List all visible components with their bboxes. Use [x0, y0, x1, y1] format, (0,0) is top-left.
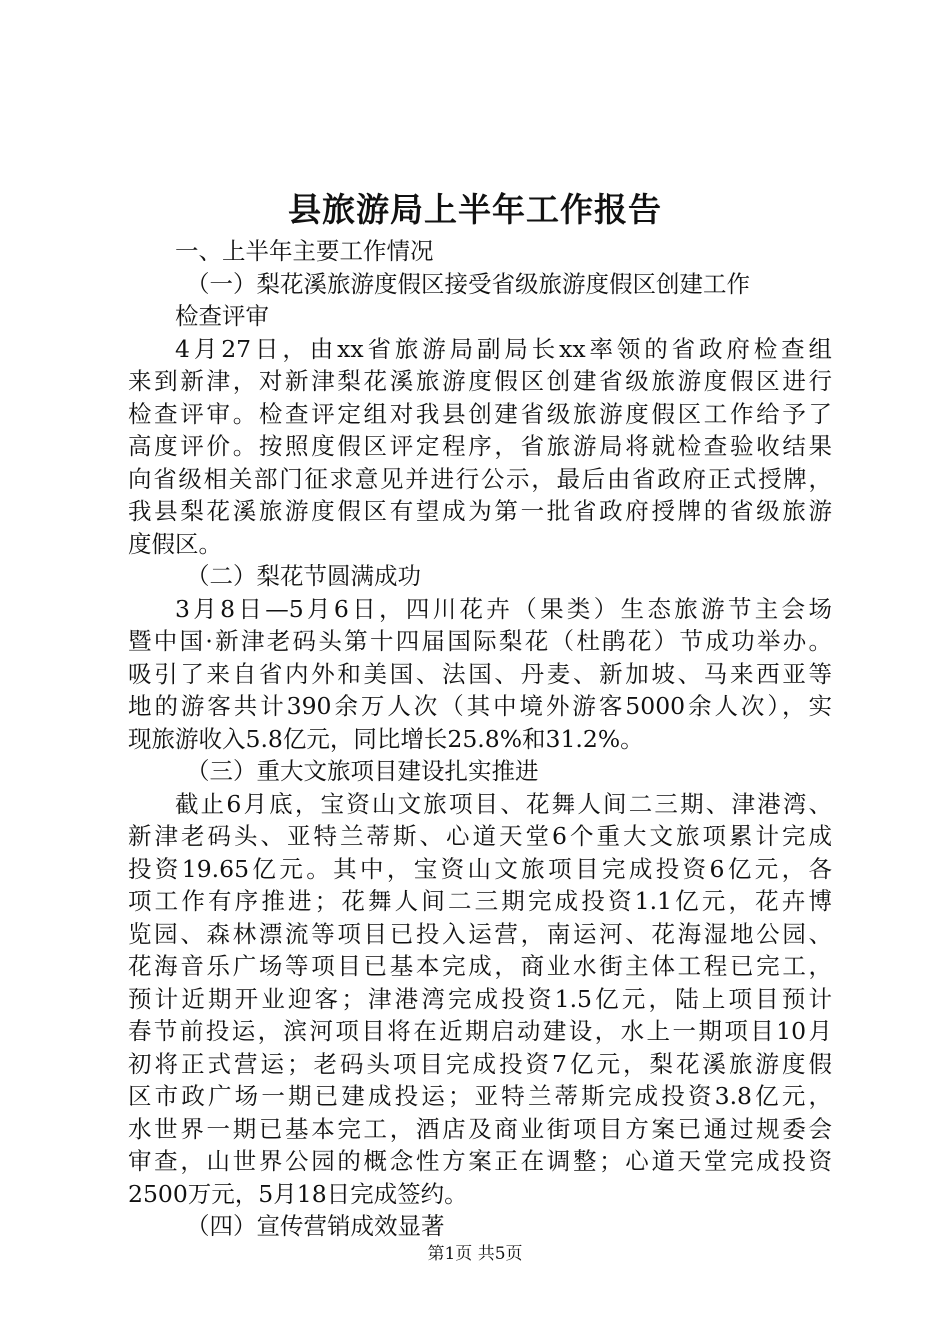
- text-line: 我县梨花溪旅游度假区有望成为第一批省政府授牌的省级旅游: [128, 497, 832, 525]
- text-line: 区市政广场一期已建成投运；亚特兰蒂斯完成投资3.8亿元，: [128, 1082, 832, 1110]
- text-line: 来到新津，对新津梨花溪旅游度假区创建省级旅游度假区进行: [128, 367, 832, 395]
- text-line: 检查评审: [175, 302, 269, 330]
- text-line: 览园、森林漂流等项目已投入运营，南运河、花海湿地公园、: [128, 919, 832, 948]
- text-line: 2500万元，5月18日完成签约。: [128, 1179, 468, 1208]
- text-line: 审查，山世界公园的概念性方案正在调整；心道天堂完成投资: [128, 1147, 832, 1175]
- text-line: 3月8日—5月6日，四川花卉（果类）生态旅游节主会场: [175, 594, 832, 623]
- text-line: 初将正式营运；老码头项目完成投资7亿元，梨花溪旅游度假: [128, 1049, 832, 1078]
- page-footer: 第1页 共5页: [427, 1244, 523, 1264]
- document-body: [128, 235, 832, 1243]
- text-line: 暨中国·新津老码头第十四届国际梨花（杜鹃花）节成功举办。: [128, 627, 832, 655]
- text-line: （一）梨花溪旅游度假区接受省级旅游度假区创建工作: [186, 269, 750, 298]
- text-line: 一、上半年主要工作情况: [175, 237, 434, 265]
- text-line: 4月27日，由xx省旅游局副局长xx率领的省政府检查组: [175, 334, 832, 363]
- text-line: 预计近期开业迎客；津港湾完成投资1.5亿元，陆上项目预计: [128, 984, 832, 1013]
- text-line: 地的游客共计390余万人次（其中境外游客5000余人次），实: [128, 692, 832, 720]
- text-line: 向省级相关部门征求意见并进行公示，最后由省政府正式授牌，: [128, 464, 832, 493]
- text-line: 投资19.65亿元。其中，宝资山文旅项目完成投资6亿元，各: [128, 854, 832, 883]
- text-line: 高度评价。按照度假区评定程序，省旅游局将就检查验收结果: [128, 432, 832, 460]
- text-line: 度假区。: [128, 529, 222, 558]
- document-title: 县旅游局上半年工作报告: [288, 190, 662, 229]
- text-line: 截止6月底，宝资山文旅项目、花舞人间二三期、津港湾、: [175, 789, 832, 818]
- text-line: （三）重大文旅项目建设扎实推进: [186, 757, 539, 785]
- text-line: 吸引了来自省内外和美国、法国、丹麦、新加坡、马来西亚等: [128, 659, 832, 688]
- text-line: 项工作有序推进；花舞人间二三期完成投资1.1亿元，花卉博: [128, 887, 832, 915]
- text-line: 花海音乐广场等项目已基本完成，商业水街主体工程已完工，: [128, 952, 832, 980]
- text-line: （二）梨花节圆满成功: [186, 562, 421, 590]
- text-line: （四）宣传营销成效显著: [186, 1212, 445, 1240]
- text-line: 新津老码头、亚特兰蒂斯、心道天堂6个重大文旅项累计完成: [128, 822, 832, 850]
- text-line: 春节前投运，滨河项目将在近期启动建设，水上一期项目10月: [128, 1017, 832, 1045]
- text-line: 水世界一期已基本完工，酒店及商业街项目方案已通过规委会: [128, 1114, 832, 1143]
- text-line: 现旅游收入5.8亿元，同比增长25.8%和31.2%。: [128, 724, 644, 753]
- text-line: 检查评审。检查评定组对我县创建省级旅游度假区工作给予了: [128, 399, 832, 428]
